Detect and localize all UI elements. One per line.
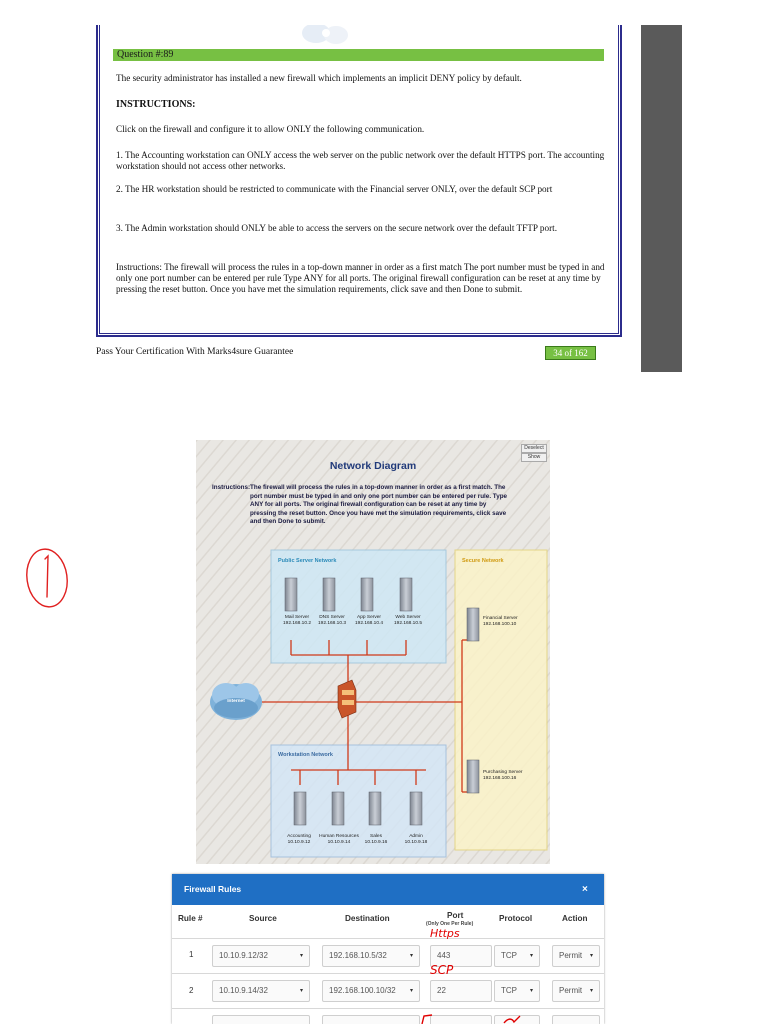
question-title-bar — [113, 49, 604, 61]
hr-workstation-label[interactable] — [316, 834, 362, 846]
sales-name: Sales — [370, 834, 382, 839]
row-divider — [172, 1008, 604, 1009]
rule-1-source[interactable] — [212, 945, 310, 967]
network-diagram — [196, 440, 550, 864]
rule-2-source[interactable] — [212, 980, 310, 1002]
web-server-name: Web Server — [395, 615, 421, 620]
dns-server-ip: 192.168.10.3 — [317, 621, 346, 626]
rule-1-port-value: 443 — [437, 951, 451, 960]
financial-server-name: Financial Server — [483, 616, 518, 621]
rule-2-source-value: 10.10.9.14/32 — [219, 986, 268, 995]
rule-1-action[interactable] — [552, 945, 600, 967]
diagram-title: Network Diagram — [329, 460, 417, 472]
accounting-ip: 10.10.9.12 — [287, 840, 311, 845]
instructions-heading: INSTRUCTIONS: — [116, 99, 196, 110]
rule-3-destination[interactable] — [322, 1015, 420, 1024]
rule-3-action[interactable] — [552, 1015, 600, 1024]
chevron-down-icon: ▾ — [529, 953, 533, 959]
close-icon[interactable]: × — [582, 884, 588, 895]
secure-zone-title: Secure Network — [462, 558, 504, 564]
workstation-zone-title: Workstation Network — [278, 752, 333, 758]
handwritten-https-note: Https — [430, 927, 460, 940]
rule-1-destination-value: 192.168.10.5/32 — [329, 951, 387, 960]
firewall-icon[interactable] — [338, 680, 356, 718]
chevron-down-icon: ▾ — [299, 953, 303, 959]
col-rule: Rule # — [178, 914, 203, 923]
admin-ip: 10.10.9.18 — [404, 840, 428, 845]
chevron-down-icon: ▾ — [299, 988, 303, 994]
rule-2-port[interactable] — [430, 980, 492, 1002]
deselect-button[interactable]: Deselect — [521, 444, 547, 453]
col-destination: Destination — [345, 914, 390, 923]
handwritten-scp-note: SCP — [430, 963, 454, 977]
app-server-label[interactable] — [352, 615, 386, 627]
rule-1-destination[interactable] — [322, 945, 420, 967]
sales-ip: 10.10.9.16 — [364, 840, 388, 845]
page-number-badge: 34 of 162 — [545, 346, 596, 360]
rule-3-source[interactable] — [212, 1015, 310, 1024]
rule-2-number: 2 — [189, 986, 194, 995]
rule-2-protocol-value: TCP — [501, 986, 517, 995]
col-source: Source — [249, 914, 277, 923]
rule-1-number: 1 — [189, 950, 194, 959]
question-title: Question #:89 — [117, 49, 174, 60]
chevron-down-icon: ▾ — [409, 953, 413, 959]
rule-2-port-value: 22 — [437, 986, 446, 995]
requirement-2: 2. The HR workstation should be restricted to communicate with the Financial server ONLY, over the default SCP port — [116, 184, 553, 194]
click-line: Click on the firewall and configure it to allow ONLY the following communication. — [116, 124, 425, 134]
financial-server-label[interactable] — [483, 616, 523, 628]
diagram-instructions-text: The firewall will process the rules in a top-down manner in order as a first match. The port number must be typed in and only one port number can be entered per rule. Type ANY for all ports. The original firewall configuration can be reset at any time by pressing the reset button. Once you have met the simulation requirements, click save and then Done to submit. — [250, 484, 508, 526]
firewall-rules-dialog — [172, 874, 604, 1024]
chevron-down-icon: ▾ — [529, 988, 533, 994]
diagram-instructions — [212, 484, 512, 527]
purchasing-server-name: Purchasing Server — [483, 770, 523, 775]
header-divider — [172, 938, 604, 939]
rule-2-action-value: Permit — [559, 986, 583, 995]
secure-zone — [455, 550, 547, 850]
page-footer: Pass Your Certification With Marks4sure Guarantee — [96, 347, 294, 357]
admin-name: Admin — [409, 834, 423, 839]
rule-2-action[interactable] — [552, 980, 600, 1002]
mail-server-label[interactable] — [282, 615, 312, 627]
internet-label: Internet — [227, 699, 245, 704]
chevron-down-icon: ▾ — [589, 988, 593, 994]
col-action: Action — [562, 914, 588, 923]
hr-ip: 10.10.9.14 — [327, 840, 351, 845]
web-server-ip: 192.168.10.5 — [393, 621, 422, 626]
purchasing-server-ip: 192.168.100.16 — [483, 776, 517, 781]
app-server-ip: 192.168.10.4 — [354, 621, 383, 626]
handwritten-circle-one — [23, 545, 71, 611]
viewer-sidebar — [641, 25, 682, 372]
requirement-1: 1. The Accounting workstation can ONLY access the web server on the public network over the default HTTPS port. The accounting workstation should not access other networks. — [116, 150, 605, 171]
requirement-3: 3. The Admin workstation should ONLY be able to access the servers on the secure network over the default TFTP port. — [116, 223, 557, 233]
dns-server-label[interactable] — [315, 615, 349, 627]
chevron-down-icon: ▾ — [589, 953, 593, 959]
rule-1-protocol[interactable] — [494, 945, 540, 967]
diagram-instructions-label: Instructions: — [212, 484, 251, 491]
hr-name: Human Resources — [319, 834, 359, 839]
rule-1-source-value: 10.10.9.12/32 — [219, 951, 268, 960]
web-server-label[interactable] — [391, 615, 425, 627]
rule-1-action-value: Permit — [559, 951, 583, 960]
accounting-workstation-label[interactable] — [282, 834, 316, 846]
chevron-down-icon: ▾ — [409, 988, 413, 994]
watermark-gear-icon — [296, 25, 356, 47]
public-zone-title: Public Server Network — [278, 558, 337, 564]
admin-workstation-label[interactable] — [400, 834, 432, 846]
mail-server-name: Mail Server — [284, 615, 310, 620]
rule-2-protocol[interactable] — [494, 980, 540, 1002]
purchasing-server-label[interactable] — [483, 770, 531, 782]
col-port-sub: (Only One Per Rule) — [426, 921, 474, 927]
mail-server-ip: 192.168.10.2 — [282, 621, 311, 626]
row-divider — [172, 973, 604, 974]
accounting-name: Accounting — [287, 834, 311, 839]
rule-1-protocol-value: TCP — [501, 951, 517, 960]
financial-server-ip: 192.168.100.10 — [483, 622, 517, 627]
question-intro: The security administrator has installed a new firewall which implements an implicit DENY policy by default. — [116, 73, 522, 83]
dialog-title: Firewall Rules — [184, 884, 242, 894]
rule-2-destination-value: 192.168.100.10/32 — [329, 986, 396, 995]
show-button[interactable]: Show — [521, 453, 547, 462]
dns-server-name: DNS Server — [319, 615, 345, 620]
rule-2-destination[interactable] — [322, 980, 420, 1002]
handwritten-marks — [416, 1014, 526, 1024]
instructions-paragraph: Instructions: The firewall will process the rules in a top-down manner in order as a first match The port number must be typed in and only one port number can be entered per rule Type ANY for all ports. The original firewall configuration can be reset at any time by pressing the reset button. Once you have met the simulation requirements, click save and then Done to submit. — [116, 262, 605, 294]
col-port: Port — [447, 911, 464, 920]
col-protocol: Protocol — [499, 914, 533, 923]
app-server-name: App Server — [357, 615, 381, 620]
sales-workstation-label[interactable] — [360, 834, 392, 846]
